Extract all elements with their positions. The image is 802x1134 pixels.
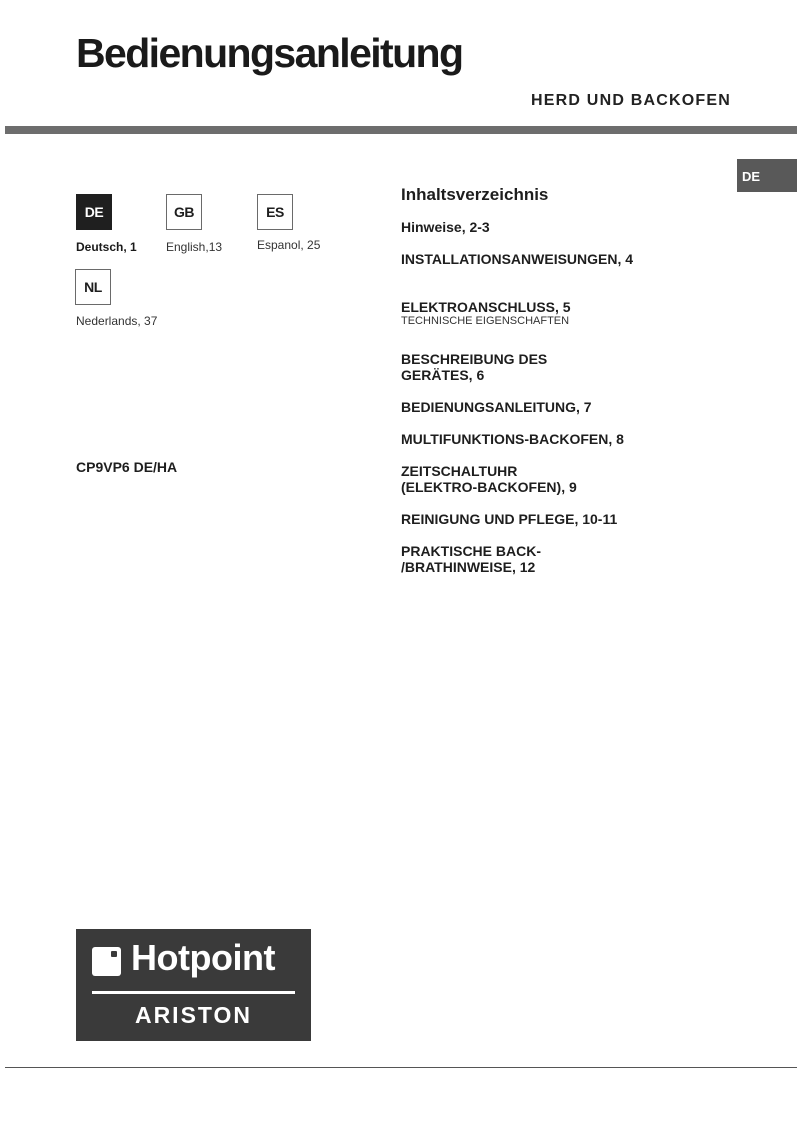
brand-logo — [76, 929, 311, 1041]
toc-item-bedienung[interactable]: BEDIENUNGSANLEITUNG, 7 — [401, 399, 592, 415]
toc-item-hinweise[interactable]: Hinweise, 2-3 — [401, 219, 490, 235]
page-subtitle: HERD UND BACKOFEN — [531, 92, 731, 109]
logo-divider — [92, 991, 295, 994]
lang-label-de[interactable]: Deutsch, 1 — [76, 240, 137, 254]
toc-item-elektroanschluss[interactable] — [401, 283, 731, 343]
toc-item-zeitschaltuhr[interactable]: ZEITSCHALTUHR (ELEKTRO-BACKOFEN), 9 — [401, 463, 577, 495]
lang-label-es[interactable]: Espanol, 25 — [257, 238, 321, 252]
lang-box-nl[interactable]: NL — [75, 269, 111, 305]
toc-subitem: TECHNISCHE EIGENSCHAFTEN — [401, 315, 570, 327]
lang-box-es[interactable]: ES — [257, 194, 293, 230]
footer-divider — [5, 1067, 797, 1068]
lang-box-de[interactable]: DE — [76, 194, 112, 230]
toc-item-reinigung[interactable]: REINIGUNG UND PFLEGE, 10-11 — [401, 511, 618, 527]
model-number: CP9VP6 DE/HA — [76, 459, 178, 475]
language-side-tab[interactable]: DE — [737, 159, 797, 192]
logo-sub-text: ARISTON — [134, 1002, 253, 1028]
toc-item-beschreibung[interactable]: BESCHREIBUNG DES GERÄTES, 6 — [401, 351, 548, 383]
toc-item-backhinweise[interactable]: PRAKTISCHE BACK- /BRATHINWEISE, 12 — [401, 543, 541, 575]
page-title: Bedienungsanleitung — [76, 30, 463, 76]
logo-square-icon — [92, 947, 121, 976]
toc-title: Inhaltsverzeichnis — [401, 185, 549, 204]
lang-box-gb[interactable]: GB — [166, 194, 202, 230]
table-of-contents — [401, 185, 731, 591]
toc-item-multifunktion[interactable]: MULTIFUNKTIONS-BACKOFEN, 8 — [401, 431, 624, 447]
toc-item-installation[interactable]: INSTALLATIONSANWEISUNGEN, 4 — [401, 251, 634, 267]
header-divider-bar — [5, 126, 797, 134]
lang-label-nl[interactable]: Nederlands, 37 — [76, 314, 158, 328]
lang-label-gb[interactable]: English,13 — [166, 240, 223, 254]
logo-brand-text: Hotpoint — [131, 937, 275, 978]
toc-item-label: ELEKTROANSCHLUSS, 5 — [401, 299, 571, 315]
